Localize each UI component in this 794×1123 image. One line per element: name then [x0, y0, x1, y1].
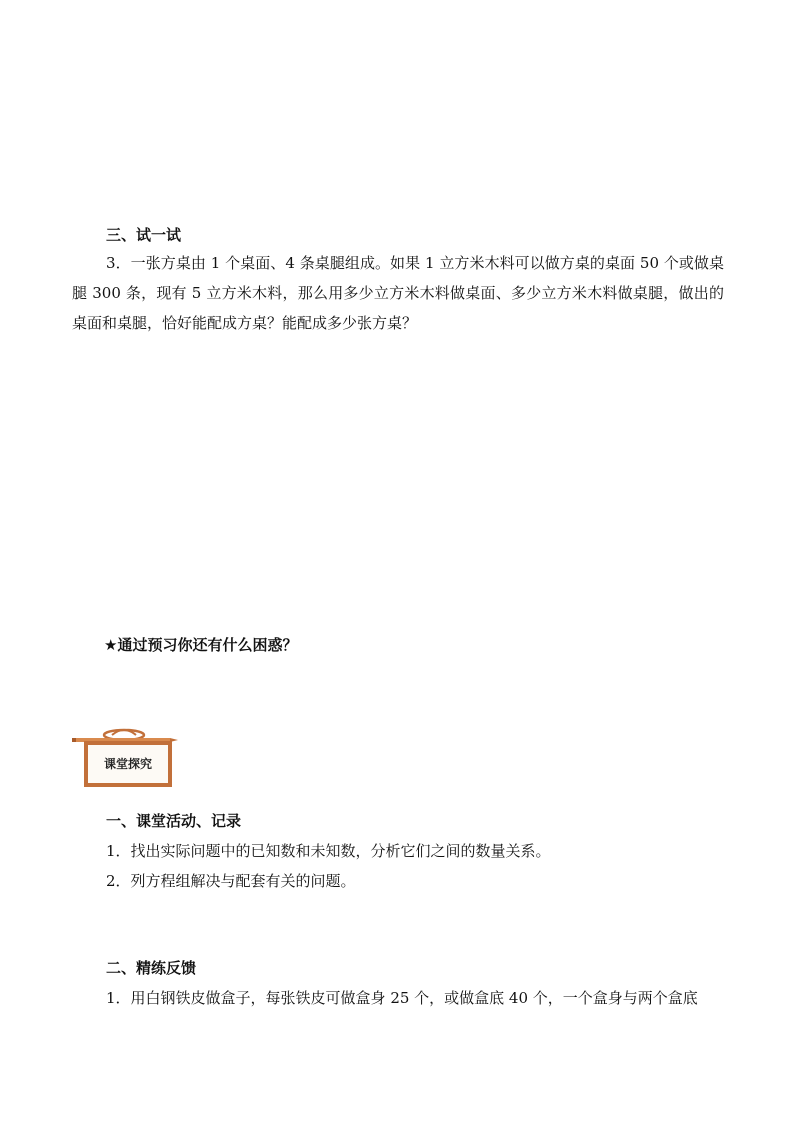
preview-question: ★通过预习你还有什么困惑？ — [104, 636, 298, 654]
problem-3-text: 3．一张方桌由 1 个桌面、4 条桌腿组成。如果 1 立方米木料可以做方桌的桌面 50 个或做桌腿 300 条，现有 5 立方米木料，那么用多少立方米木料做桌面、多少立方米木料做桌腿，做出的桌面和桌腿，恰好能配成方桌？能配成多少张方桌？ — [72, 254, 724, 332]
feedback-heading: 二、精练反馈 — [106, 959, 197, 977]
banner-label: 课堂探究 — [103, 757, 152, 771]
section-banner — [72, 727, 182, 791]
activity-item-2: 2．列方程组解决与配套有关的问题。 — [106, 872, 356, 890]
activity-item-1: 1．找出实际问题中的已知数和未知数，分析它们之间的数量关系。 — [106, 842, 551, 860]
feedback-problem-1: 1．用白钢铁皮做盒子，每张铁皮可做盒身 25 个，或做盒底 40 个，一个盒身与两个盒底 — [106, 989, 698, 1007]
activity-heading: 一、课堂活动、记录 — [106, 812, 242, 830]
section-3-heading: 三、试一试 — [106, 226, 182, 244]
